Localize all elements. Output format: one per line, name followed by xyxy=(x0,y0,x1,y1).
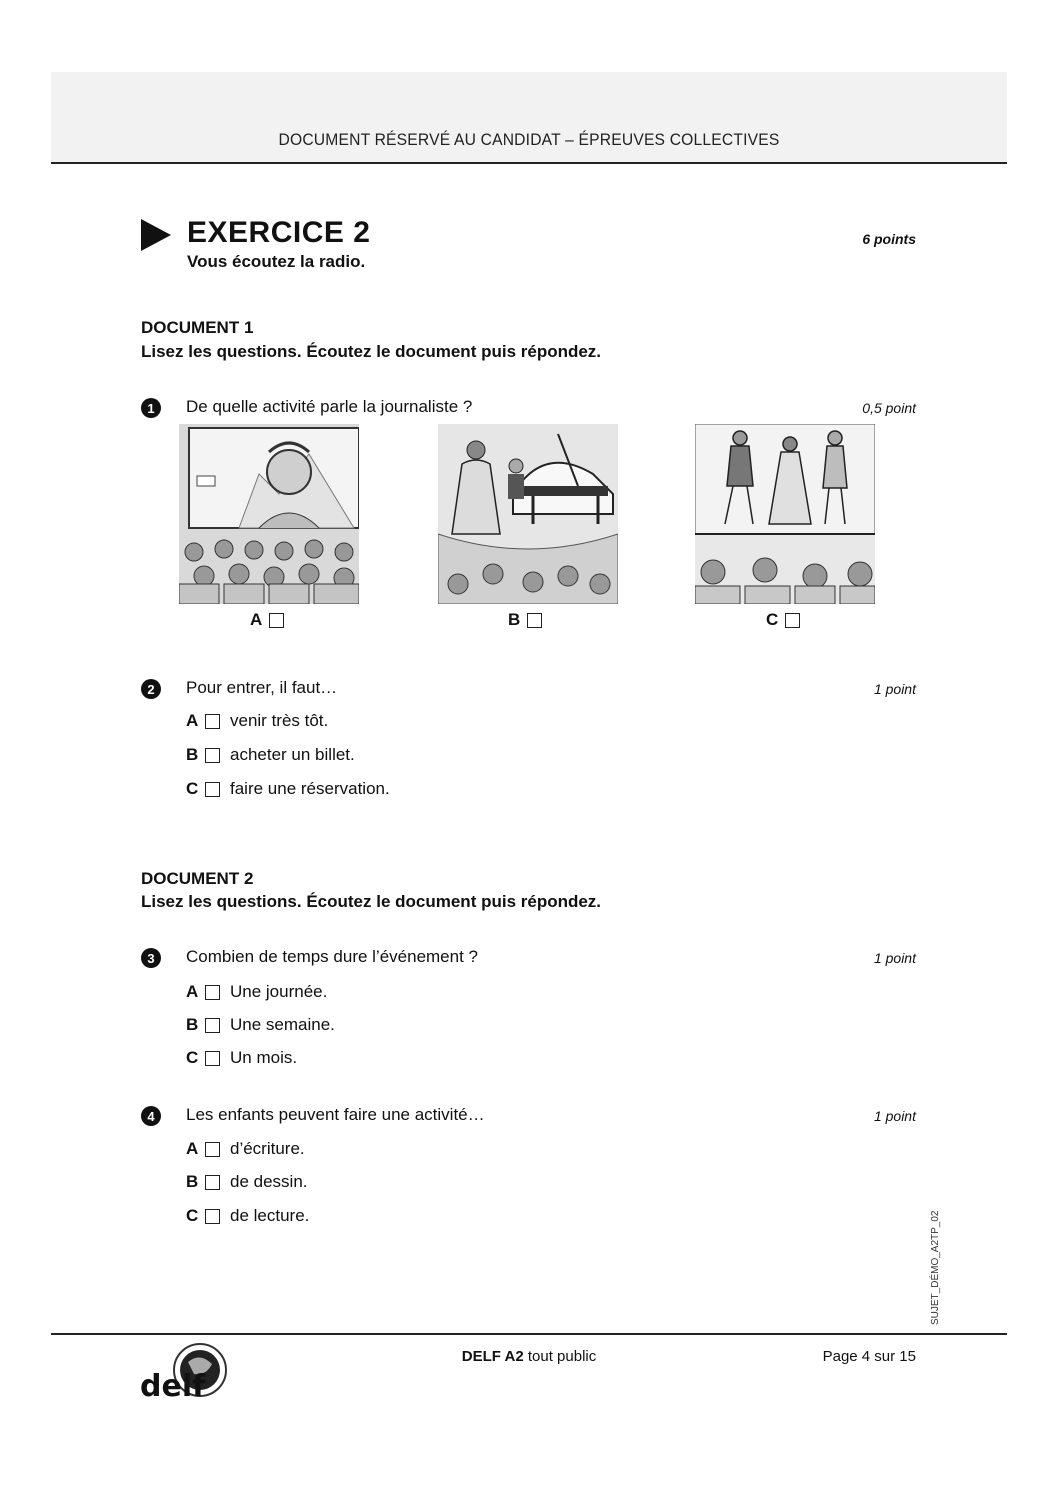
exercise-subtitle: Vous écoutez la radio. xyxy=(187,252,366,271)
option-letter: C xyxy=(186,779,199,798)
question-text: Combien de temps dure l’événement ? xyxy=(186,947,478,966)
option-text: faire une réservation. xyxy=(230,779,390,798)
question-points: 0,5 point xyxy=(862,400,916,416)
option-text: acheter un billet. xyxy=(230,745,355,764)
answer-option xyxy=(186,981,327,1003)
document-title: DOCUMENT 2 xyxy=(141,869,254,888)
exercise-points: 6 points xyxy=(862,231,916,247)
option-text: Un mois. xyxy=(230,1048,298,1067)
checkbox[interactable] xyxy=(205,1209,220,1224)
answer-option xyxy=(186,744,355,766)
checkbox[interactable] xyxy=(205,714,220,729)
checkbox[interactable] xyxy=(527,613,542,628)
option-letter: C xyxy=(766,610,779,629)
question-points: 1 point xyxy=(873,950,916,966)
question-text: Pour entrer, il faut… xyxy=(186,678,338,697)
footer-divider xyxy=(51,1333,1007,1335)
question-text: Les enfants peuvent faire une activité… xyxy=(186,1105,485,1124)
option-letter: B xyxy=(186,1172,199,1191)
opera-singer-piano-illustration xyxy=(438,424,618,604)
checkbox[interactable] xyxy=(205,782,220,797)
question-number-badge: 2 xyxy=(141,679,161,699)
cinema-screen-illustration xyxy=(179,424,359,604)
document-instruction: Lisez les questions. Écoutez le document puis répondez. xyxy=(141,342,602,361)
option-text: Une semaine. xyxy=(230,1015,335,1034)
option-letter: A xyxy=(186,711,199,730)
header-band xyxy=(51,72,1007,164)
question-number-badge: 3 xyxy=(141,948,161,968)
question-number-badge: 4 xyxy=(141,1106,161,1126)
answer-option xyxy=(186,1171,308,1193)
document-title: DOCUMENT 1 xyxy=(141,318,254,337)
picture-choice-c xyxy=(766,610,800,630)
option-letter: B xyxy=(186,745,199,764)
logo-text: delf xyxy=(140,1369,206,1404)
option-letter: A xyxy=(250,610,263,629)
answer-option xyxy=(186,1047,297,1069)
option-letter: A xyxy=(186,1139,199,1158)
checkbox[interactable] xyxy=(205,1051,220,1066)
option-text: de dessin. xyxy=(230,1172,308,1191)
checkbox[interactable] xyxy=(785,613,800,628)
page-number: Page 4 sur 15 xyxy=(822,1348,916,1365)
play-arrow-icon xyxy=(141,219,171,251)
document-instruction: Lisez les questions. Écoutez le document puis répondez. xyxy=(141,892,602,911)
answer-option xyxy=(186,710,328,732)
option-letter: C xyxy=(186,1206,199,1225)
checkbox[interactable] xyxy=(205,1018,220,1033)
option-letter: A xyxy=(186,982,199,1001)
picture-choice-a xyxy=(250,610,284,630)
checkbox[interactable] xyxy=(205,985,220,1000)
answer-option xyxy=(186,1014,335,1036)
theatre-play-illustration xyxy=(695,424,875,604)
side-code: SUJET_DÉMO_A2TP_02 xyxy=(930,1210,941,1325)
question-points: 1 point xyxy=(873,681,916,697)
option-letter: C xyxy=(186,1048,199,1067)
checkbox[interactable] xyxy=(205,748,220,763)
checkbox[interactable] xyxy=(269,613,284,628)
header-title: DOCUMENT RÉSERVÉ AU CANDIDAT – ÉPREUVES COLLECTIVES xyxy=(278,130,780,149)
exam-level: DELF A2 xyxy=(461,1348,524,1365)
answer-option xyxy=(186,778,390,800)
picture-choice-b xyxy=(508,610,542,630)
exercise-title: EXERCICE 2 xyxy=(187,216,371,249)
checkbox[interactable] xyxy=(205,1142,220,1157)
answer-option xyxy=(186,1205,309,1227)
option-letter: B xyxy=(186,1015,199,1034)
question-points: 1 point xyxy=(873,1108,916,1124)
option-text: venir très tôt. xyxy=(230,711,329,730)
option-letter: B xyxy=(508,610,521,629)
question-number-badge: 1 xyxy=(141,398,161,418)
checkbox[interactable] xyxy=(205,1175,220,1190)
option-text: d’écriture. xyxy=(230,1139,305,1158)
exam-audience: tout public xyxy=(523,1348,597,1365)
option-text: Une journée. xyxy=(230,982,328,1001)
question-text: De quelle activité parle la journaliste ? xyxy=(186,397,473,416)
answer-option xyxy=(186,1138,305,1160)
option-text: de lecture. xyxy=(230,1206,310,1225)
